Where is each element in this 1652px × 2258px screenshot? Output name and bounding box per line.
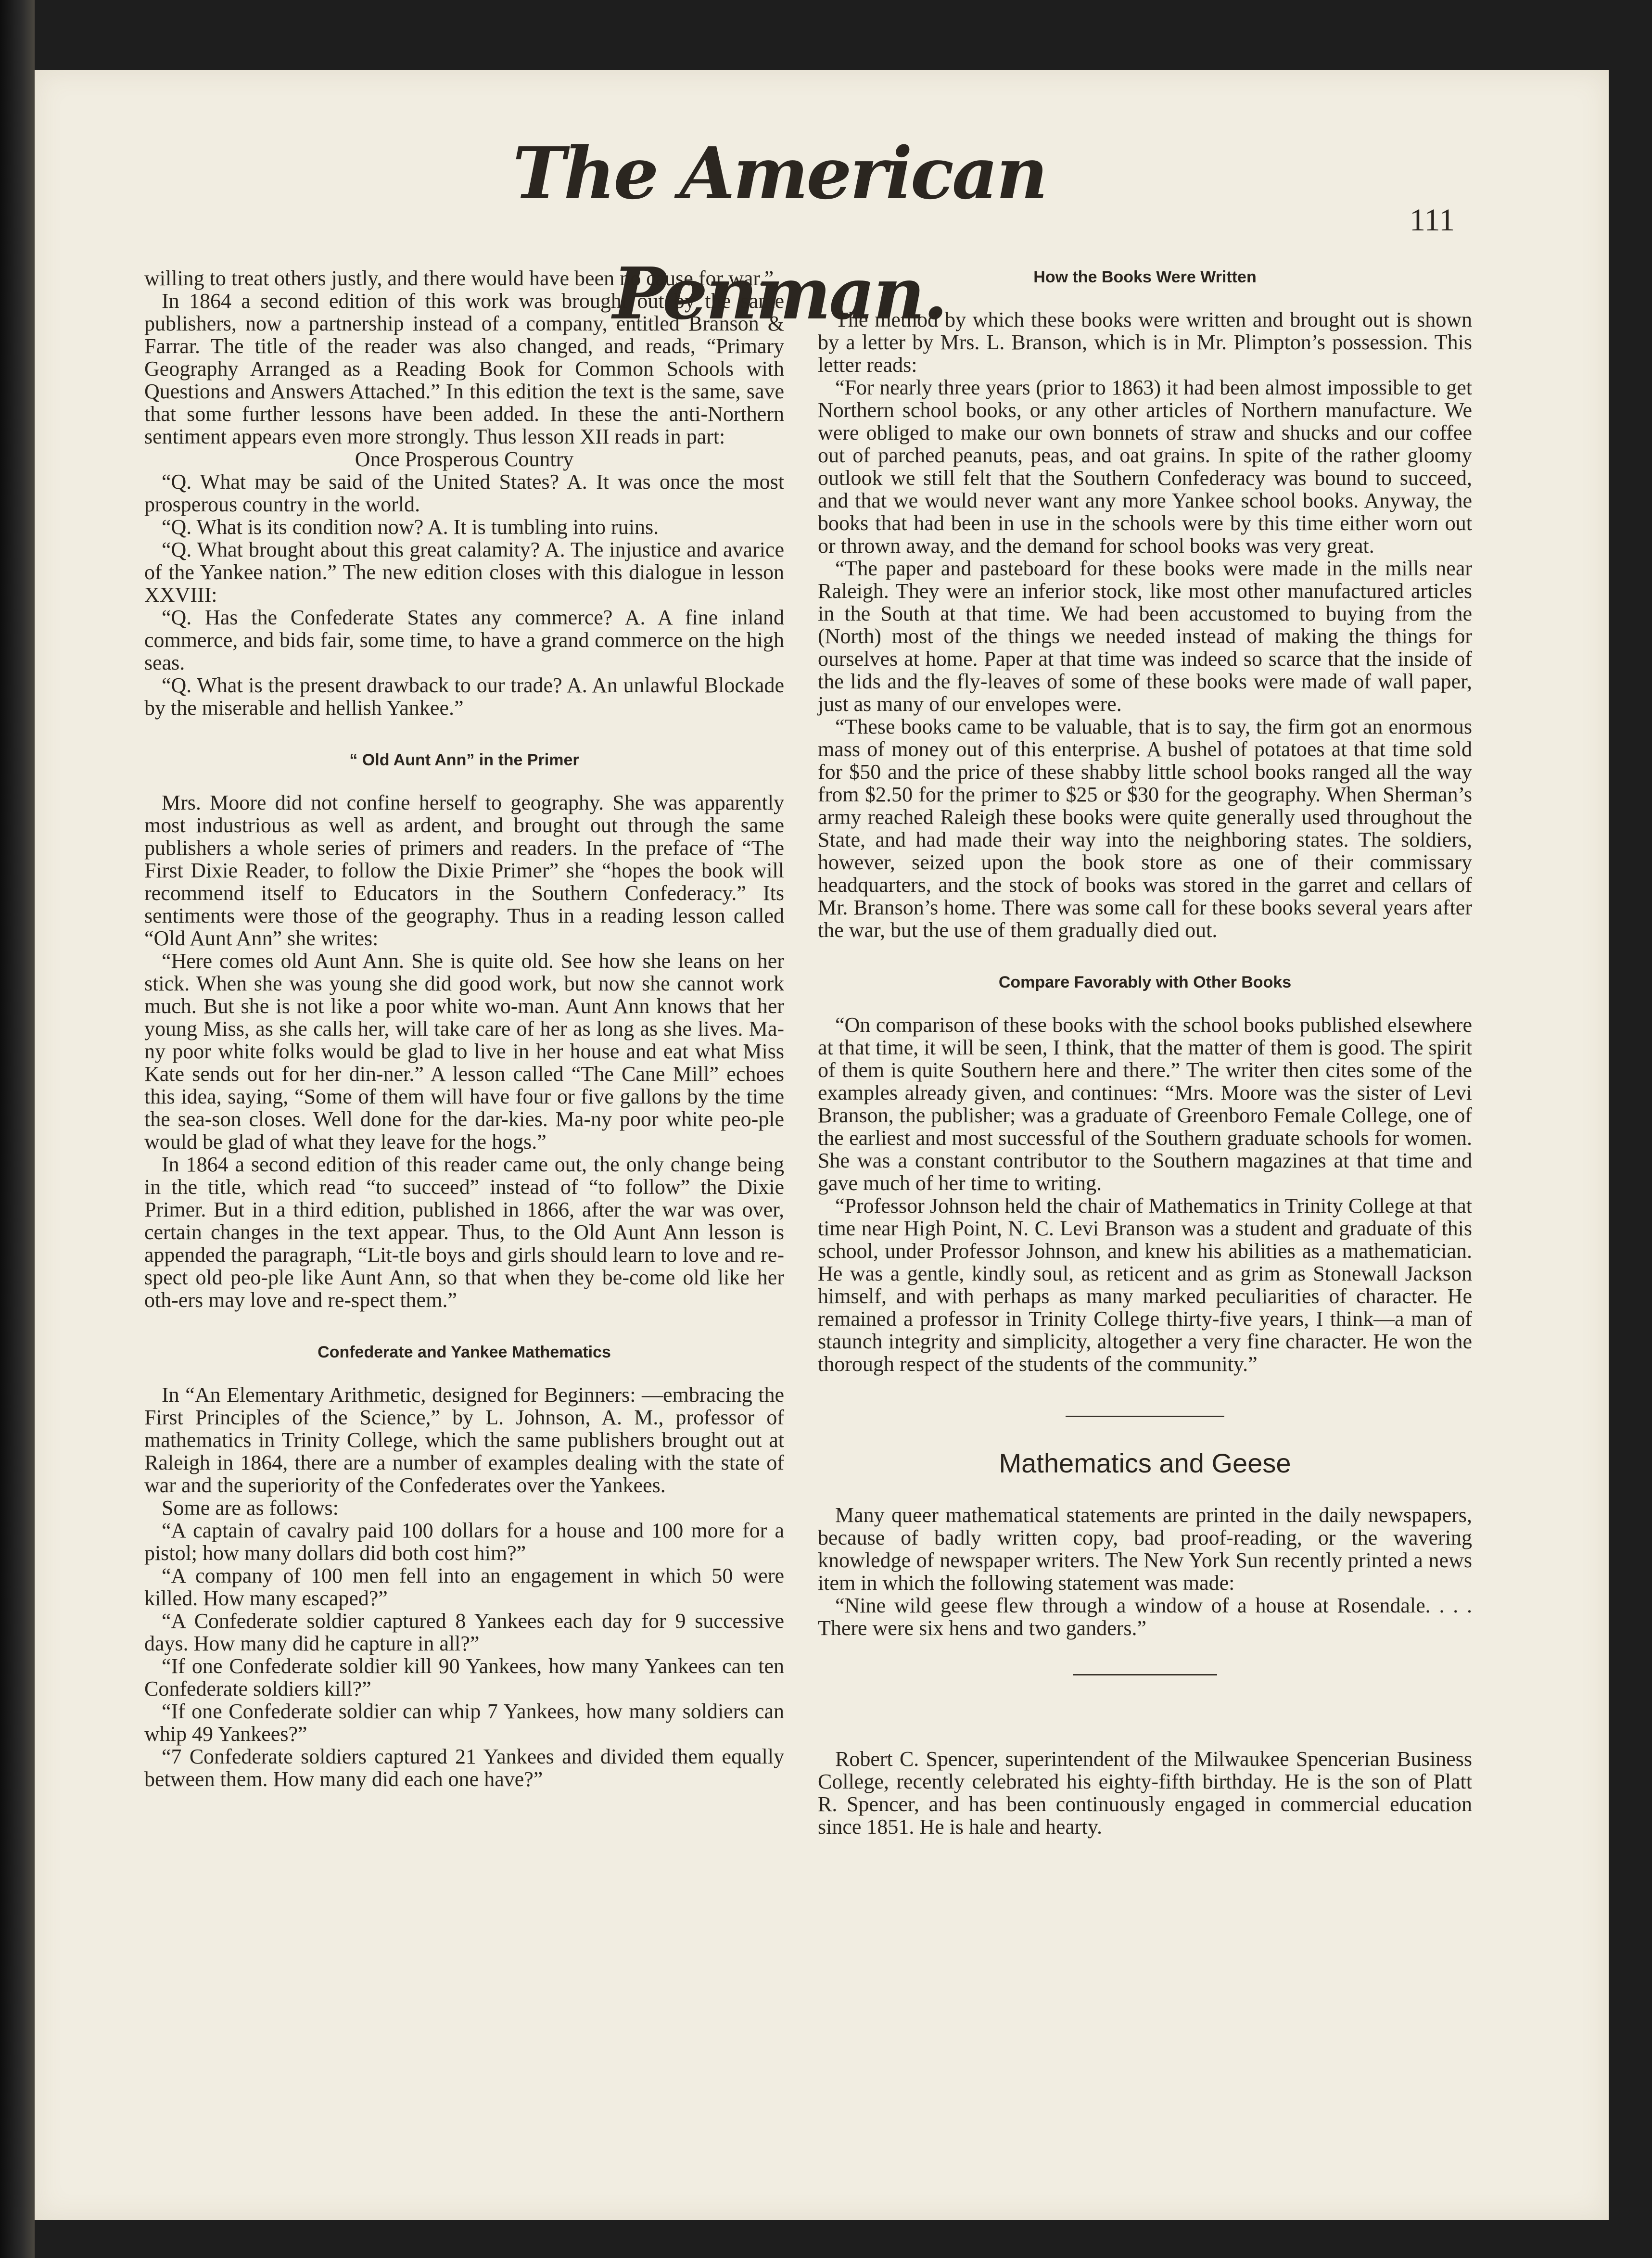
paragraph: willing to treat others justly, and there would have been no cause for war.” xyxy=(144,266,774,290)
paragraph: “A company of 100 men fell into an engagement in which 50 were killed. How many escaped?” xyxy=(144,1564,784,1610)
paragraph: “Professor Johnson held the chair of Mathematics in Trinity College at that time near High Point, N. C. Levi Branson was a student and graduate of this school, under Professor Johnson, and knew his abilities as a mathematician. He was a gentle, kindly soul, as reticent and as grim as Stonewall Jackson himself, and with perhaps as many marked peculiarities of character. He remained a professor in Trinity College thirty-five years, I think—a man of staunch integrity and simplicity, altogether a very fine character. He won the thorough respect of the students of the community.” xyxy=(818,1194,1472,1376)
book-spine xyxy=(0,0,35,2258)
paragraph: “If one Confederate soldier can whip 7 Yankees, how many soldiers can whip 49 Yankees?” xyxy=(144,1700,784,1746)
paragraph: “Q. What may be said of the United States? A. It was once the most prosperous country in the world. xyxy=(144,470,784,516)
paragraph: “These books came to be valuable, that is to say, the firm got an enormous mass of money out of this enterprise. A bushel of potatoes at that time sold for $50 and the price of these shabby little school books ranged all the way from $2.50 for the primer to $25 or $30 for the geography. When Sherman’s army reached Raleigh these books were quite generally used throughout the State, and had made their way into the neighboring states. The soldiers, however, seized upon the book store as one of their commissary headquarters, and the stock of books was stored in the garret and cellars of Mr. Branson’s home. There was some call for these books several years after the war, but the use of them gradually died out. xyxy=(818,715,1472,942)
divider-rule xyxy=(1066,1416,1224,1417)
paragraph: Mrs. Moore did not confine herself to geography. She was apparently most industrious as well as ardent, and brought out through the same publishers a whole series of primers and readers. In the preface of “The First Dixie Reader, to follow the Dixie Primer” she “hopes the book will recommend itself to Educators in the Southern Confederacy.” Its sentiments were those of the geography. Thus in a reading lesson called “Old Aunt Ann” she writes: xyxy=(144,791,784,950)
section-heading: Compare Favorably with Other Books xyxy=(998,973,1292,991)
left-column xyxy=(144,267,784,1790)
lesson-title: Once Prosperous Country xyxy=(355,447,574,471)
paragraph: “A Confederate soldier captured 8 Yankees each day for 9 successive days. How many did he capture in all?” xyxy=(144,1609,784,1655)
paragraph: “If one Confederate soldier kill 90 Yankees, how many Yankees can ten Confederate soldiers kill?” xyxy=(144,1654,784,1700)
paragraph: “Q. What is the present drawback to our trade? A. An unlawful Blockade by the miserable and hellish Yankee.” xyxy=(144,673,784,720)
masthead-title: The American Penman. xyxy=(512,131,1046,335)
paragraph: In 1864 a second edition of this reader came out, the only change being in the title, which read “to succeed” instead of “to follow” the Dixie Primer. But in a third edition, published in 1866, after the war was over, certain changes in the text appear. Thus, to the Old Aunt Ann lesson is appended the paragraph, “Lit-tle boys and girls should learn to love and re-spect old peo-ple like Aunt Ann, so that when they be-come old like her oth-ers may love and re-spect them.” xyxy=(144,1153,784,1312)
paragraph: The method by which these books were written and brought out is shown by a letter by Mrs. L. Branson, which is in Mr. Plimpton’s possession. This letter reads: xyxy=(818,308,1472,377)
paragraph: In “An Elementary Arithmetic, designed for Beginners: —embracing the First Principles of the Science,” by L. Johnson, A. M., professor of mathematics in Trinity College, which the same publishers brought out at Raleigh in 1864, there are a number of examples dealing with the state of war and the superiority of the Confederates over the Yankees. xyxy=(144,1383,784,1497)
paragraph: “The paper and pasteboard for these books were made in the mills near Raleigh. They were an inferior stock, like most other manufactured articles in the South at that time. We had been accustomed to buying from the (North) most of the things we needed instead of making the things for ourselves at home. Paper at that time was indeed so scarce that the inside of the lids and the fly-leaves of some of these books were made of wall paper, just as many of our envelopes were. xyxy=(818,557,1472,716)
paragraph: “Q. What brought about this great calamity? A. The injustice and avarice of the Yankee nation.” The new edition closes with this dialogue in lesson XXVIII: xyxy=(144,538,784,607)
section-heading: How the Books Were Written xyxy=(1033,268,1257,286)
paragraph: “Nine wild geese flew through a window of a house at Rosendale. . . . There were six hens and two ganders.” xyxy=(818,1594,1472,1640)
right-column xyxy=(818,267,1472,1838)
paragraph: “A captain of cavalry paid 100 dollars for a house and 100 more for a pistol; how many dollars did both cost him?” xyxy=(144,1519,784,1565)
paragraph: Some are as follows: xyxy=(162,1496,339,1520)
section-heading: Confederate and Yankee Mathematics xyxy=(318,1343,611,1361)
paragraph: “Here comes old Aunt Ann. She is quite old. See how she leans on her stick. When she was young she did good work, but now she cannot work much. But she is not like a poor white wo-man. Aunt Ann knows that her young Miss, as she calls her, will take care of her as long as she lives. Ma-ny poor white folks would be glad to live in her house and eat what Miss Kate sends out for her din-ner.” A lesson called “The Cane Mill” echoes this idea, saying, “Some of them will have four or five gallons by the time the sea-son closes. Well done for the dar-kies. Ma-ny poor white peo-ple would be glad of what they leave for the hogs.” xyxy=(144,949,784,1154)
paragraph: “Q. What is its condition now? A. It is tumbling into ruins. xyxy=(162,515,659,539)
page-number: 111 xyxy=(1410,203,1455,238)
paragraph: “On comparison of these books with the school books published elsewhere at that time, it will be seen, I think, that the matter of them is good. The spirit of them is quite Southern here and there.” The writer then cites some of the examples already given, and continues: “Mrs. Moore was the sister of Levi Branson, the publisher; was a graduate of Greenboro Female College, one of the earliest and most successful of the Southern graduate schools for women. She was a constant contributor to the Southern magazines at that time and gave much of her time to writing. xyxy=(818,1013,1472,1195)
paragraph: “Q. Has the Confederate States any commerce? A. A fine inland commerce, and bids fair, some time, to have a grand commerce on the high seas. xyxy=(144,606,784,674)
divider-rule xyxy=(1073,1674,1217,1675)
article-title: Mathematics and Geese xyxy=(999,1448,1291,1478)
section-heading: “ Old Aunt Ann” in the Primer xyxy=(349,751,579,769)
paragraph: In 1864 a second edition of this work was brought out by the same publishers, now a partnership instead of a company, entitled Branson & Farrar. The title of the reader was also changed, and reads, “Primary Geography Arranged as a Reading Book for Common Schools with Questions and Answers Attached.” In this edition the text is the same, save that some further lessons have been added. In these the anti-Northern sentiment appears even more strongly. Thus lesson XII reads in part: xyxy=(144,289,784,448)
paragraph: “7 Confederate soldiers captured 21 Yankees and divided them equally between them. How many did each one have?” xyxy=(144,1745,784,1791)
news-note: Robert C. Spencer, superintendent of the Milwaukee Spencerian Business College, recently celebrated his eighty-fifth birthday. He is the son of Platt R. Spencer, and has been continuously engaged in commercial education since 1851. He is hale and hearty. xyxy=(818,1747,1472,1839)
paragraph: Many queer mathematical statements are printed in the daily newspapers, because of badly written copy, bad proof-reading, or the wavering knowledge of newspaper writers. The New York Sun recently printed a news item in which the following statement was made: xyxy=(818,1503,1472,1595)
paragraph: “For nearly three years (prior to 1863) it had been almost impossible to get Northern school books, or any other articles of Northern manufacture. We were obliged to make our own bonnets of straw and shucks and our coffee out of parched peanuts, peas, and oat grains. In spite of the rather gloomy outlook we still felt that the Southern Confederacy was bound to succeed, and that we would never want any more Yankee school books. Anyway, the books that had been in use in the schools were by this time either worn out or thrown away, and the demand for school books was very great. xyxy=(818,376,1472,558)
